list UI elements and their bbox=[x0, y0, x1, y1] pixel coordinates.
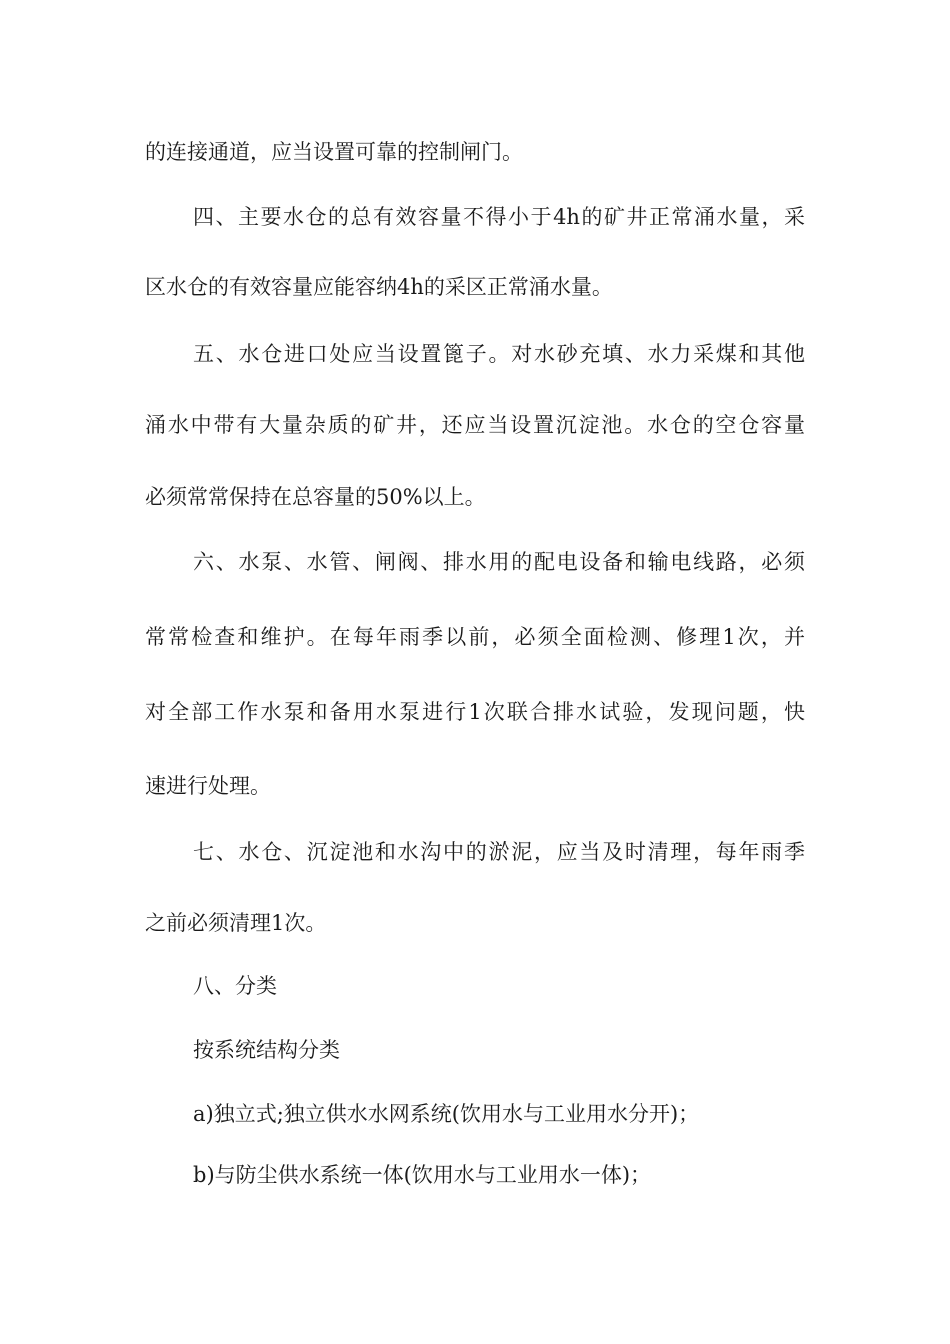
text-line: 之前必须清理1次。 bbox=[145, 911, 327, 935]
text-line: 区水仓的有效容量应能容纳4h的采区正常涌水量。 bbox=[145, 275, 613, 299]
list-item: b)与防尘供水系统一体(饮用水与工业用水一体)； bbox=[193, 1163, 652, 1187]
section-heading: 八、分类 bbox=[193, 974, 277, 998]
text-line: 按系统结构分类 bbox=[193, 1038, 340, 1062]
text-line: 必须常常保持在总容量的50%以上。 bbox=[145, 485, 486, 509]
text-line: 速进行处理。 bbox=[145, 774, 271, 798]
text-line: 涌水中带有大量杂质的矿井，还应当设置沉淀池。水仓的空仓容量 bbox=[145, 413, 805, 437]
text-line: 七、水仓、沉淀池和水沟中的淤泥，应当及时清理，每年雨季 bbox=[193, 840, 805, 864]
text-line: 常常检查和维护。在每年雨季以前，必须全面检测、修理1次，并 bbox=[145, 625, 805, 649]
text-line: 的连接通道，应当设置可靠的控制闸门。 bbox=[145, 140, 523, 164]
text-line: 四、主要水仓的总有效容量不得小于4h的矿井正常涌水量，采 bbox=[193, 205, 805, 229]
text-line: 五、水仓进口处应当设置篦子。对水砂充填、水力采煤和其他 bbox=[193, 342, 805, 366]
text-line: 对全部工作水泵和备用水泵进行1次联合排水试验，发现问题，快 bbox=[145, 700, 805, 724]
text-line: 六、水泵、水管、闸阀、排水用的配电设备和输电线路，必须 bbox=[193, 550, 805, 574]
list-item: a)独立式;独立供水水网系统(饮用水与工业用水分开)； bbox=[193, 1102, 700, 1126]
